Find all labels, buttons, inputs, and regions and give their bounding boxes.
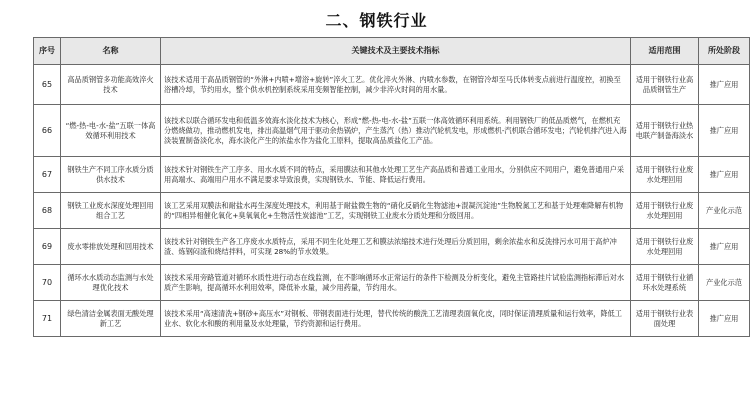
table-row [34, 193, 750, 229]
row-index: 70 [34, 265, 61, 301]
row-name: 钢铁工业废水深度处理回用组合工艺 [61, 193, 161, 229]
section-title: 二、钢铁行业 [325, 11, 428, 30]
row-technology: 该工艺采用双膜法和耐盐水再生深度处理技术，利用基于耐盐微生物的“硝化反硝化生物滤池+混凝沉淀池”生物脱氮工艺和基于处理难降解有机物的“四相异相催化氧化+臭氧氧化+生物活性炭滤池”工艺，实现钢铁工业废水分质处理和分级回用。 [161, 193, 631, 229]
row-stage: 推广应用 [699, 105, 750, 157]
row-stage: 推广应用 [699, 229, 750, 265]
row-name: 钢铁生产不同工序水质分质供水技术 [61, 157, 161, 193]
table-row [34, 105, 750, 157]
row-stage: 产业化示范 [699, 193, 750, 229]
row-stage: 推广应用 [699, 301, 750, 337]
row-scope: 适用于钢铁行业废水处理回用 [631, 193, 699, 229]
row-index: 71 [34, 301, 61, 337]
row-stage: 推广应用 [699, 157, 750, 193]
row-technology: 该技术针对钢铁生产工序多、用水水质不同的特点，采用膜法和其他水处理工艺生产高品质和普通工业用水，分别供应不同用户，避免普通用户采用高端水、高端用户用水不满足要求导致浪费，实现钢铁水、节能、降低运行费用。 [161, 157, 631, 193]
header-stage: 所处阶段 [699, 38, 750, 65]
row-index: 68 [34, 193, 61, 229]
row-technology: 该技术采用旁路管道对循环水质性进行动态在线监测，在不影响循环水正常运行的条件下检测及分析变化，避免主管路挂片试验监测指标滞后对水质产生影响，提高循环水利用效率，降低补水量，减少用药量，节约用水。 [161, 265, 631, 301]
row-index: 66 [34, 105, 61, 157]
row-scope: 适用于钢铁行业废水处理回用 [631, 157, 699, 193]
header-index: 序号 [34, 38, 61, 65]
row-scope: 适用于钢铁行业热电联产制备海淡水 [631, 105, 699, 157]
row-index: 67 [34, 157, 61, 193]
row-name: 绿色清洁金属表面无酸处理新工艺 [61, 301, 161, 337]
table-header-row [34, 38, 750, 65]
row-scope: 适用于钢铁行业表面处理 [631, 301, 699, 337]
row-stage: 产业化示范 [699, 265, 750, 301]
table-row [34, 265, 750, 301]
row-scope: 适用于钢铁行业废水处理回用 [631, 229, 699, 265]
row-technology: 该技术针对钢铁生产各工序废水水质特点，采用不同生化处理工艺和膜法浓缩技术进行处理后分质回用，剩余浓盐水和反洗排污水可用于高炉冲渣、炼钢闷渣和烧结拌料，可实现 28%的节水效果。 [161, 229, 631, 265]
table-body [34, 65, 750, 337]
row-stage: 推广应用 [699, 65, 750, 105]
row-technology: 该技术以联合循环发电和低温多效海水淡化技术为核心，形成“燃-热-电-水-盐”五联一体高效循环利用系统。利用钢铁厂的低品质燃气，在燃机充分燃烧做功，推动燃机发电，排出高温烟气用于驱动余热锅炉，产生蒸汽（热）推动汽轮机发电，形成燃机-汽机联合循环发电；汽轮机排汽进入海淡装置制备淡化水，海水淡化产生的浓盐水作为盐化工原料，提取高品质盐化工产品。 [161, 105, 631, 157]
row-technology: 该技术采用“高速清洗+钢砂+高压水”对钢板、带钢表面进行处理，替代传统的酸洗工艺清理表面氧化皮，同时保证清理质量和运行效率，降低工业水、软化水和酸的利用量及水处理量，节约资源和运行费用。 [161, 301, 631, 337]
header-scope: 适用范围 [631, 38, 699, 65]
row-index: 65 [34, 65, 61, 105]
row-scope: 适用于钢铁行业循环水处理系统 [631, 265, 699, 301]
row-name: 高品质钢管多功能高效淬火技术 [61, 65, 161, 105]
row-index: 69 [34, 229, 61, 265]
table-row [34, 229, 750, 265]
row-name: 循环水水质动态监测与水处理优化技术 [61, 265, 161, 301]
row-name: 废水零排放处理和回用技术 [61, 229, 161, 265]
row-technology: 该技术适用于高品质钢管的“外淋+内喷+增浴+旋转”淬火工艺。优化淬火外淋、内喷水参数，在钢管冷却至马氏体转变点前进行温度控，初换至浴槽冷却，节约用水，整个供水机控制系统采用变频智能控制，减少非淬火时间的用水量。 [161, 65, 631, 105]
row-scope: 适用于钢铁行业高品质钢管生产 [631, 65, 699, 105]
table-row [34, 65, 750, 105]
table-row [34, 157, 750, 193]
header-name: 名称 [61, 38, 161, 65]
technology-table [33, 37, 750, 337]
header-technology: 关键技术及主要技术指标 [161, 38, 631, 65]
row-name: “燃-热-电-水-盐”五联一体高效循环利用技术 [61, 105, 161, 157]
table-row [34, 301, 750, 337]
